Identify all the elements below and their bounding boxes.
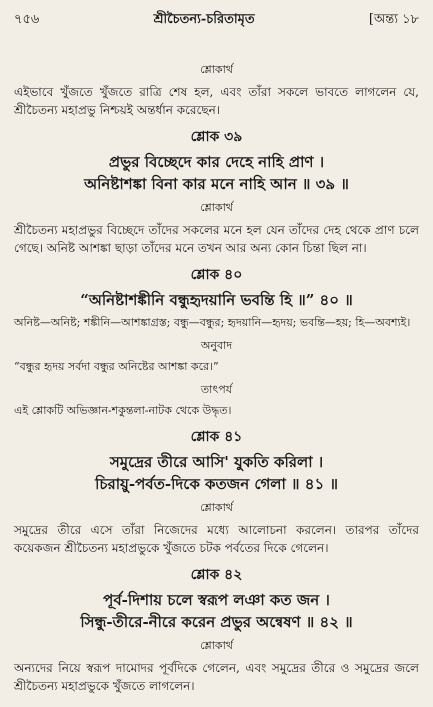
verse-block-39 <box>14 125 419 257</box>
translation-label: অনুবাদ <box>200 339 233 352</box>
verse-line-1: “অনিষ্টাশঙ্কীনি বন্ধুহৃদয়ানি ভবন্তি হি ॥” ৪০ ॥ <box>80 291 353 309</box>
translation-label: শ্লোকার্থ <box>200 501 233 514</box>
translation-text: এইভাবে খুঁজতে খুঁজতে রাত্রি শেষ হল, এবং তাঁরা সকলে ভাবতে লাগলেন যে, শ্রীচৈতন্য মহাপ্রভু নিশ্চয়ই অন্তর্ধান করেছেন। <box>14 85 419 117</box>
verse-heading: শ্লোক ৪২ <box>190 567 243 583</box>
verse-line-2: অনিষ্টাশঙ্কা বিনা কার মনে নাহি আন ॥ ৩৯ ॥ <box>84 175 349 193</box>
verse-line-1: সমুদ্রের তীরে আসি' যুকতি করিলা । <box>109 453 324 471</box>
page-header <box>14 10 419 31</box>
verse-heading: শ্লোক ৪০ <box>190 267 243 283</box>
verse-block-40 <box>14 263 419 419</box>
purport-text: এই শ্লোকটি অভিজ্ঞান-শকুন্তলা-নাটক থেকে উদ্ধৃত। <box>14 404 232 417</box>
verse-line-1: পূর্ব-দিশায় চলে স্বরূপ লঞা কত জন । <box>103 591 330 609</box>
verse-line-1: প্রভুর বিচ্ছেদে কার দেহে নাহি প্রাণ । <box>108 153 325 171</box>
translation-text: সমুদ্রের তীরে এসে তাঁরা নিজেদের মধ্যে আলোচনা করলেন। তারপর তাঁদের কয়েকজন শ্রীচৈতন্য মহাপ্রভুকে খুঁজতে চটক পর্বতের দিকে গেলেন। <box>14 523 419 555</box>
verse-block-41 <box>14 425 419 557</box>
page-number: ৭৫৬ <box>14 12 40 27</box>
section-marker: [অন্ত্য ১৮ <box>368 12 419 27</box>
translation-label: শ্লোকার্থ <box>200 639 233 652</box>
translation-text: শ্রীচৈতন্য মহাপ্রভুর বিচ্ছেদে তাঁদের সকলের মনে হল যেন তাঁদের দেহ থেকে প্রাণ চলে গেছে। অনিষ্ট আশঙ্কা ছাড়া তাঁদের মনে তখন আর অন্য কোন চিন্তা ছিল না। <box>14 223 419 255</box>
book-title: শ্রীচৈতন্য-চরিতামৃত <box>153 12 255 27</box>
verse-heading: শ্লোক ৪১ <box>190 429 243 445</box>
translation-label: শ্লোকার্থ <box>200 63 233 76</box>
verse-block-42 <box>14 563 419 695</box>
purport-label: তাৎপর্য <box>200 383 233 396</box>
verse-heading: শ্লোক ৩৯ <box>190 129 243 145</box>
translation-label: শ্লোকার্থ <box>200 201 233 214</box>
translation-block-38 <box>14 61 419 119</box>
synonyms-text: অনিষ্ট—অনিষ্ট; শঙ্কীনি—আশঙ্কাগ্রস্ত; বন্ধু—বন্ধুর; হৃদয়ানি—হৃদয়; ভবন্তি—হয়; হি—অবশ্যই। <box>14 316 411 329</box>
verse-line-2: সিন্ধু-তীরে-নীরে করেন প্রভুর অন্বেষণ ॥ ৪২ ॥ <box>80 613 353 631</box>
translation-text: “বন্ধুর হৃদয় সর্বদা বন্ধুর অনিষ্টের আশঙ্কা করে।” <box>14 360 219 373</box>
verse-line-2: চিরায়ু-পর্বত-দিকে কতজন গেলা ॥ ৪১ ॥ <box>95 475 338 493</box>
translation-text: অন্যদের নিয়ে স্বরূপ দামোদর পূর্বদিকে গেলেন, এবং সমুদ্রের তীরে ও সমুদ্রের জলে শ্রীচৈতন্য মহাপ্রভুকে খুঁজতে লাগলেন। <box>14 661 419 693</box>
